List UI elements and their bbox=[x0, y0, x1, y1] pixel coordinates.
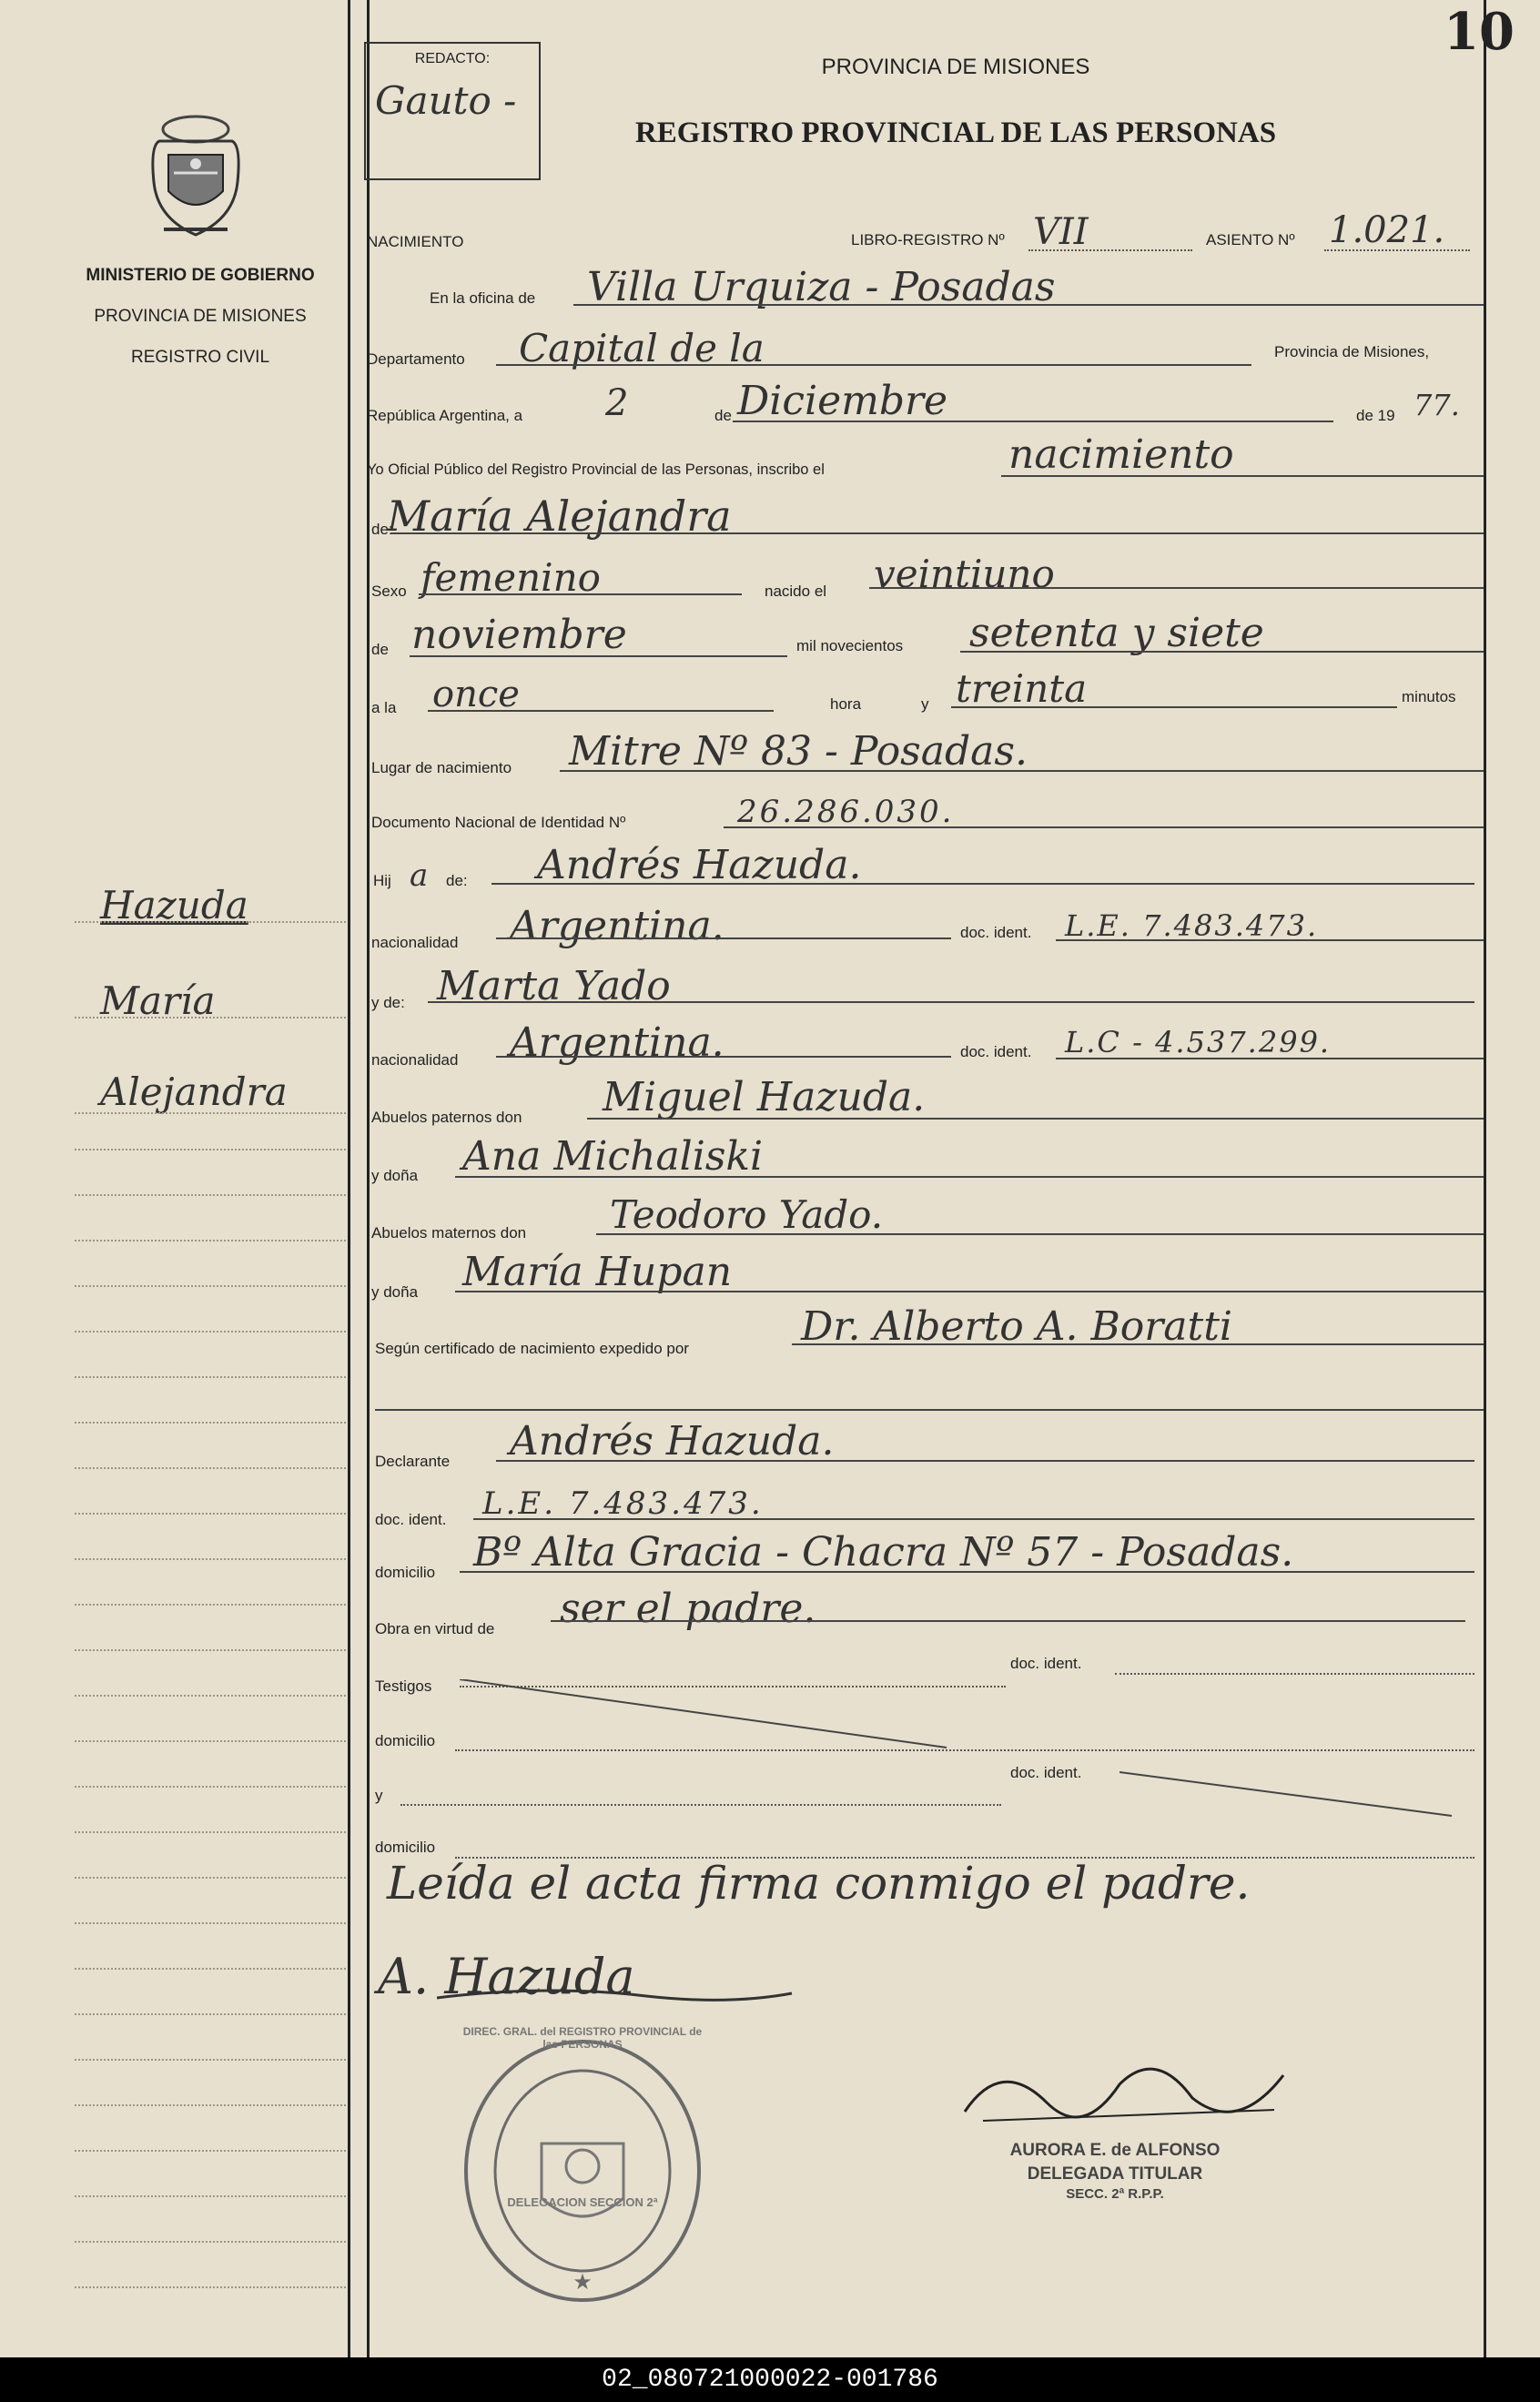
redacto-label: REDACTO: bbox=[414, 51, 491, 66]
domicilio1-label: domicilio bbox=[375, 1564, 436, 1581]
month-value: Diciembre bbox=[737, 378, 948, 424]
oficina-value: Villa Urquiza - Posadas bbox=[587, 264, 1056, 310]
docid1-label: doc. ident. bbox=[960, 924, 1032, 941]
act-type-label: NACIMIENTO bbox=[367, 233, 464, 250]
abuelo-pat-value: Miguel Hazuda. bbox=[603, 1074, 926, 1120]
redacto-box bbox=[364, 42, 541, 180]
minutos-line bbox=[951, 706, 1397, 708]
hij-de-label: de: bbox=[446, 872, 468, 889]
abuela-mat-value: María Hupan bbox=[462, 1249, 733, 1295]
name-de-label: de: bbox=[371, 521, 393, 538]
page-number: 10 bbox=[1444, 2, 1515, 62]
margin-given-name-1: María bbox=[100, 978, 216, 1023]
margin-rule bbox=[75, 1194, 346, 1196]
ministry-label: MINISTERIO DE GOBIERNO bbox=[86, 266, 315, 285]
header-title: REGISTRO PROVINCIAL DE LAS PERSONAS bbox=[634, 117, 1277, 149]
obra-value: ser el padre. bbox=[560, 1586, 816, 1632]
official-section: SECC. 2ª R.P.P. bbox=[1066, 2186, 1164, 2202]
margin-rule bbox=[75, 1422, 346, 1424]
margin-rule bbox=[75, 1240, 346, 1242]
obra-label: Obra en virtud de bbox=[375, 1620, 495, 1637]
nac1-line bbox=[496, 937, 951, 939]
docid3-label: doc. ident. bbox=[375, 1511, 447, 1528]
abuelo-pat-line bbox=[587, 1118, 1484, 1120]
declarante-label: Declarante bbox=[375, 1453, 451, 1470]
docid4-line bbox=[1115, 1673, 1474, 1675]
oficina-line bbox=[573, 304, 1484, 306]
inscribo-line bbox=[1001, 475, 1484, 477]
margin-rule bbox=[75, 1877, 346, 1879]
libro-label: LIBRO-REGISTRO Nº bbox=[851, 231, 1005, 248]
declarante-line bbox=[496, 1460, 1474, 1462]
month-de-label: de bbox=[714, 407, 732, 424]
asiento-line bbox=[1324, 249, 1470, 251]
obra-line bbox=[551, 1620, 1465, 1622]
margin-rule bbox=[75, 2013, 346, 2015]
hora-value: once bbox=[432, 674, 520, 715]
minutos-label: minutos bbox=[1402, 688, 1456, 705]
republica-label: República Argentina, a bbox=[367, 407, 523, 424]
official-name: AURORA E. de ALFONSO bbox=[1009, 2141, 1221, 2160]
coat-of-arms-icon bbox=[141, 109, 250, 246]
civil-registry-label: REGISTRO CIVIL bbox=[130, 348, 270, 367]
docid5-label: doc. ident. bbox=[1010, 1764, 1082, 1781]
ydona2-label: y doña bbox=[371, 1283, 419, 1301]
file-id-footer: 02_080721000022-001786 bbox=[0, 2357, 1540, 2402]
margin-rule bbox=[75, 2059, 346, 2061]
margin-rule bbox=[75, 1376, 346, 1378]
name-line bbox=[391, 532, 1484, 534]
declarant-signature: A. Hazuda bbox=[378, 1948, 635, 2005]
stamp-inner-text: DELEGACION SECCION 2ª bbox=[507, 2195, 658, 2209]
child-name-value: María Alejandra bbox=[387, 492, 732, 541]
libro-line bbox=[1028, 249, 1192, 251]
hij-label bbox=[373, 872, 391, 890]
closing-statement: Leída el acta firma conmigo el padre. bbox=[387, 1857, 1251, 1910]
redacto-value: Gauto - bbox=[375, 78, 517, 123]
certificado-line bbox=[792, 1343, 1484, 1345]
hora-line bbox=[428, 710, 774, 712]
abuelos-mat-label: Abuelos maternos don bbox=[371, 1224, 527, 1242]
hij-suffix: a bbox=[410, 857, 429, 894]
abuela-pat-value: Ana Michaliski bbox=[462, 1133, 764, 1180]
mil-label: mil novecientos bbox=[796, 637, 904, 654]
margin-rule bbox=[75, 1149, 346, 1150]
oficina-label: En la oficina de bbox=[430, 289, 536, 307]
margin-rule bbox=[75, 1604, 346, 1606]
mother-line bbox=[428, 1001, 1474, 1003]
birth-year-value: setenta y siete bbox=[969, 610, 1264, 656]
oficial-label: Yo Oficial Público del Registro Provincial de las Personas, inscribo el bbox=[367, 461, 825, 478]
birth-month-line bbox=[410, 655, 787, 657]
abuelo-mat-line bbox=[596, 1233, 1484, 1235]
sexo-value: femenino bbox=[420, 555, 601, 600]
dni-value: 26.286.030. bbox=[737, 794, 955, 830]
margin-rule bbox=[75, 1649, 346, 1651]
ministry-province-label: PROVINCIA DE MISIONES bbox=[94, 307, 307, 326]
hij-prefix: Hij bbox=[373, 872, 391, 889]
hora-y-label: y bbox=[921, 695, 929, 713]
margin-rule bbox=[75, 1786, 346, 1788]
domicilio1-value: Bº Alta Gracia - Chacra Nº 57 - Posadas. bbox=[473, 1529, 1294, 1576]
y2-line bbox=[400, 1804, 1001, 1806]
signature-flourish bbox=[437, 1980, 801, 2016]
stamp-ring-text: DIREC. GRAL. del REGISTRO PROVINCIAL de las PERSONAS bbox=[462, 2025, 703, 2051]
abuela-pat-line bbox=[455, 1176, 1484, 1178]
mother-value: Marta Yado bbox=[437, 963, 671, 1009]
margin-rule bbox=[75, 1112, 346, 1114]
margin-rule bbox=[75, 1831, 346, 1833]
margin-rule bbox=[75, 1285, 346, 1287]
margin-rule bbox=[75, 1331, 346, 1333]
docid4-label: doc. ident. bbox=[1010, 1655, 1082, 1672]
docid2-line bbox=[1056, 1058, 1484, 1059]
margin-rule bbox=[75, 2104, 346, 2106]
nacido-label: nacido el bbox=[765, 583, 827, 600]
year-prefix: de 19 bbox=[1356, 407, 1395, 424]
certificado-line-2 bbox=[375, 1409, 1484, 1411]
docid2-label: doc. ident. bbox=[960, 1043, 1032, 1060]
sexo-line bbox=[419, 593, 742, 595]
nacido-value: veintiuno bbox=[874, 552, 1055, 596]
inscribo-value: nacimiento bbox=[1008, 431, 1234, 478]
svg-text:★: ★ bbox=[572, 2270, 593, 2295]
registry-stamp-icon bbox=[460, 2034, 705, 2307]
departamento-label: Departamento bbox=[367, 350, 465, 368]
minutos-value: treinta bbox=[956, 666, 1088, 711]
official-signature-block bbox=[942, 2075, 1288, 2203]
hora-label: hora bbox=[830, 695, 862, 713]
margin-rule bbox=[75, 2286, 346, 2288]
domicilio2-label: domicilio bbox=[375, 1732, 436, 1749]
domicilio3-label: domicilio bbox=[375, 1839, 436, 1856]
margin-rule bbox=[75, 1558, 346, 1560]
abuelos-pat-label: Abuelos paternos don bbox=[371, 1109, 522, 1126]
month-line bbox=[733, 421, 1333, 422]
margin-rule bbox=[75, 1740, 346, 1742]
nac2-value: Argentina. bbox=[510, 1019, 724, 1066]
docid2-value: L.C - 4.537.299. bbox=[1065, 1025, 1332, 1059]
abuela-mat-line bbox=[455, 1291, 1484, 1292]
docid5-strike bbox=[1120, 1770, 1484, 1825]
ydona1-label: y doña bbox=[371, 1167, 419, 1184]
lugar-label: Lugar de nacimiento bbox=[371, 759, 512, 776]
declarante-value: Andrés Hazuda. bbox=[510, 1418, 835, 1465]
margin-rule bbox=[75, 1513, 346, 1515]
docid1-value: L.E. 7.483.473. bbox=[1065, 908, 1319, 943]
right-form-border bbox=[1484, 0, 1486, 2357]
nac2-label: nacionalidad bbox=[371, 1051, 459, 1069]
yde-label: y de: bbox=[371, 994, 405, 1011]
birth-month-de-label: de bbox=[371, 641, 389, 658]
ala-label: a la bbox=[371, 699, 397, 716]
margin-rule bbox=[75, 2195, 346, 2197]
domicilio1-line bbox=[460, 1571, 1474, 1573]
testigos-label: Testigos bbox=[375, 1677, 432, 1695]
nac1-label: nacionalidad bbox=[371, 934, 459, 951]
docid1-line bbox=[1056, 939, 1484, 941]
year-value: 77. bbox=[1413, 388, 1460, 422]
day-value: 2 bbox=[605, 382, 629, 424]
margin-rule bbox=[75, 921, 346, 923]
nac1-value: Argentina. bbox=[510, 903, 724, 949]
certificado-value: Dr. Alberto A. Boratti bbox=[801, 1303, 1232, 1350]
lugar-line bbox=[560, 770, 1484, 772]
lugar-value: Mitre Nº 83 - Posadas. bbox=[569, 728, 1028, 775]
dni-line bbox=[724, 826, 1484, 828]
header-province: PROVINCIA DE MISIONES bbox=[821, 55, 1090, 79]
docid3-line bbox=[473, 1518, 1474, 1520]
testigos-strike bbox=[460, 1679, 951, 1752]
asiento-value: 1.021. bbox=[1329, 209, 1445, 251]
nacido-line bbox=[869, 587, 1484, 589]
abuelo-mat-value: Teodoro Yado. bbox=[610, 1192, 884, 1237]
asiento-label: ASIENTO Nº bbox=[1206, 231, 1295, 248]
docid3-value: L.E. 7.483.473. bbox=[482, 1485, 764, 1522]
margin-given-name-2: Alejandra bbox=[100, 1069, 288, 1114]
departamento-line bbox=[496, 364, 1251, 366]
margin-rule bbox=[75, 2150, 346, 2152]
margin-rule bbox=[75, 1695, 346, 1697]
y2-label: y bbox=[375, 1787, 383, 1804]
provincia-suffix: Provincia de Misiones, bbox=[1274, 343, 1430, 360]
margin-rule bbox=[75, 1922, 346, 1924]
libro-value: VII bbox=[1033, 211, 1089, 253]
sexo-label: Sexo bbox=[371, 583, 407, 600]
nac2-line bbox=[496, 1056, 951, 1058]
departamento-value: Capital de la bbox=[519, 326, 765, 370]
margin-rule bbox=[75, 1467, 346, 1469]
certificado-label: Según certificado de nacimiento expedido por bbox=[375, 1340, 689, 1357]
father-line bbox=[491, 883, 1474, 885]
birth-month-value: noviembre bbox=[411, 612, 627, 658]
official-title: DELEGADA TITULAR bbox=[1027, 2164, 1203, 2184]
birth-year-line bbox=[960, 651, 1484, 653]
dni-label: Documento Nacional de Identidad Nº bbox=[371, 814, 626, 831]
margin-rule bbox=[75, 1017, 346, 1019]
father-value: Andrés Hazuda. bbox=[537, 842, 862, 888]
margin-surname: Hazuda bbox=[100, 883, 248, 927]
margin-rule bbox=[75, 1968, 346, 1970]
margin-rule bbox=[75, 2241, 346, 2243]
domicilio2-line bbox=[455, 1749, 1474, 1751]
